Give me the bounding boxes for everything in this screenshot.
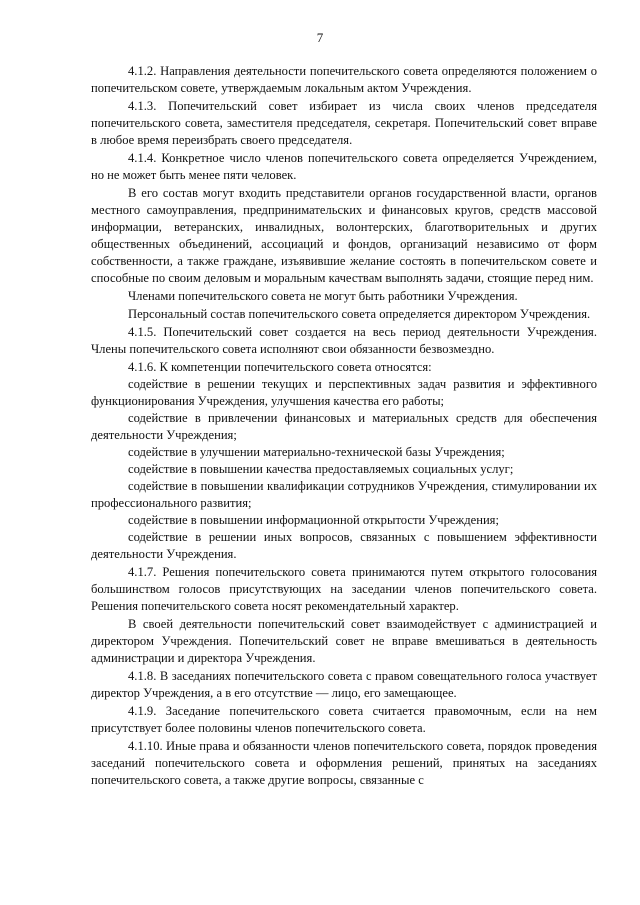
- paragraph-4-1-7: 4.1.7. Решения попечительского совета принимаются путем открытого голосования большинством голосов присутствующих на заседании членов попечительского совета. Решения попечительского совета носят рекомендательный характер.: [91, 565, 597, 613]
- paragraph-composition: В его состав могут входить представители органов государственной власти, органов местного самоуправления, предпринимательских и финансовых кругов, средств массовой информации, ветеранских, инвалидных, волонтерских, благотворительных и других общественных объединений, ассоциаций и фондов, организаций независимо от форм собственности, а также граждане, изъявившие желание состоять в попечительском совете и способные по своим деловым и моральным качествам выполнять задачи, стоящие перед ним.: [91, 186, 597, 285]
- list-item-competence: содействие в привлечении финансовых и материальных средств для обеспечения деятельности Учреждения;: [91, 411, 597, 442]
- paragraph-4-1-6: 4.1.6. К компетенции попечительского совета относятся:: [128, 360, 432, 374]
- list-item-competence: содействие в повышении информационной открытости Учреждения;: [128, 513, 499, 527]
- list-item-competence: содействие в повышении квалификации сотрудников Учреждения, стимулировании их профессионального развития;: [91, 479, 597, 510]
- paragraph-4-1-10: 4.1.10. Иные права и обязанности членов попечительского совета, порядок проведения заседаний попечительского совета и оформления решений, принятых на заседаниях попечительского совета, а также другие вопросы, связанные с: [91, 739, 597, 787]
- document-body: [91, 63, 597, 789]
- paragraph-4-1-3: 4.1.3. Попечительский совет избирает из числа своих членов председателя попечительского совета, заместителя председателя, секретаря. Попечительский совет вправе в любое время переизбрать своего председателя.: [91, 99, 597, 147]
- paragraph-4-1-4: 4.1.4. Конкретное число членов попечительского совета определяется Учреждением, но не может быть менее пяти человек.: [91, 151, 597, 182]
- page-number: 7: [316, 30, 324, 45]
- paragraph-4-1-2: 4.1.2. Направления деятельности попечительского совета определяются положением о попечительском совете, утверждаемым локальным актом Учреждения.: [91, 64, 597, 95]
- list-item-competence: содействие в решении иных вопросов, связанных с повышением эффективности деятельности Учреждения.: [91, 530, 597, 561]
- paragraph-interaction: В своей деятельности попечительский совет взаимодействует с администрацией и директором Учреждения. Попечительский совет не вправе вмешиваться в деятельность администрации и директора Учреждения.: [91, 617, 597, 665]
- paragraph-4-1-9: 4.1.9. Заседание попечительского совета считается правомочным, если на нем присутствует более половины членов попечительского совета.: [91, 704, 597, 735]
- paragraph-members-restriction: Членами попечительского совета не могут быть работники Учреждения.: [128, 289, 518, 303]
- list-item-competence: содействие в улучшении материально-технической базы Учреждения;: [128, 445, 505, 459]
- list-item-competence: содействие в повышении качества предоставляемых социальных услуг;: [128, 462, 514, 476]
- paragraph-4-1-5: 4.1.5. Попечительский совет создается на весь период деятельности Учреждения. Члены попечительского совета исполняют свои обязанности безвозмездно.: [91, 325, 597, 356]
- paragraph-4-1-8: 4.1.8. В заседаниях попечительского совета с правом совещательного голоса участвует директор Учреждения, а в его отсутствие — лицо, его замещающее.: [91, 669, 597, 700]
- paragraph-personal-composition: Персональный состав попечительского совета определяется директором Учреждения.: [128, 307, 591, 321]
- list-item-competence: содействие в решении текущих и перспективных задач развития и эффективного функционирования Учреждения, улучшения качества его работы;: [91, 377, 597, 408]
